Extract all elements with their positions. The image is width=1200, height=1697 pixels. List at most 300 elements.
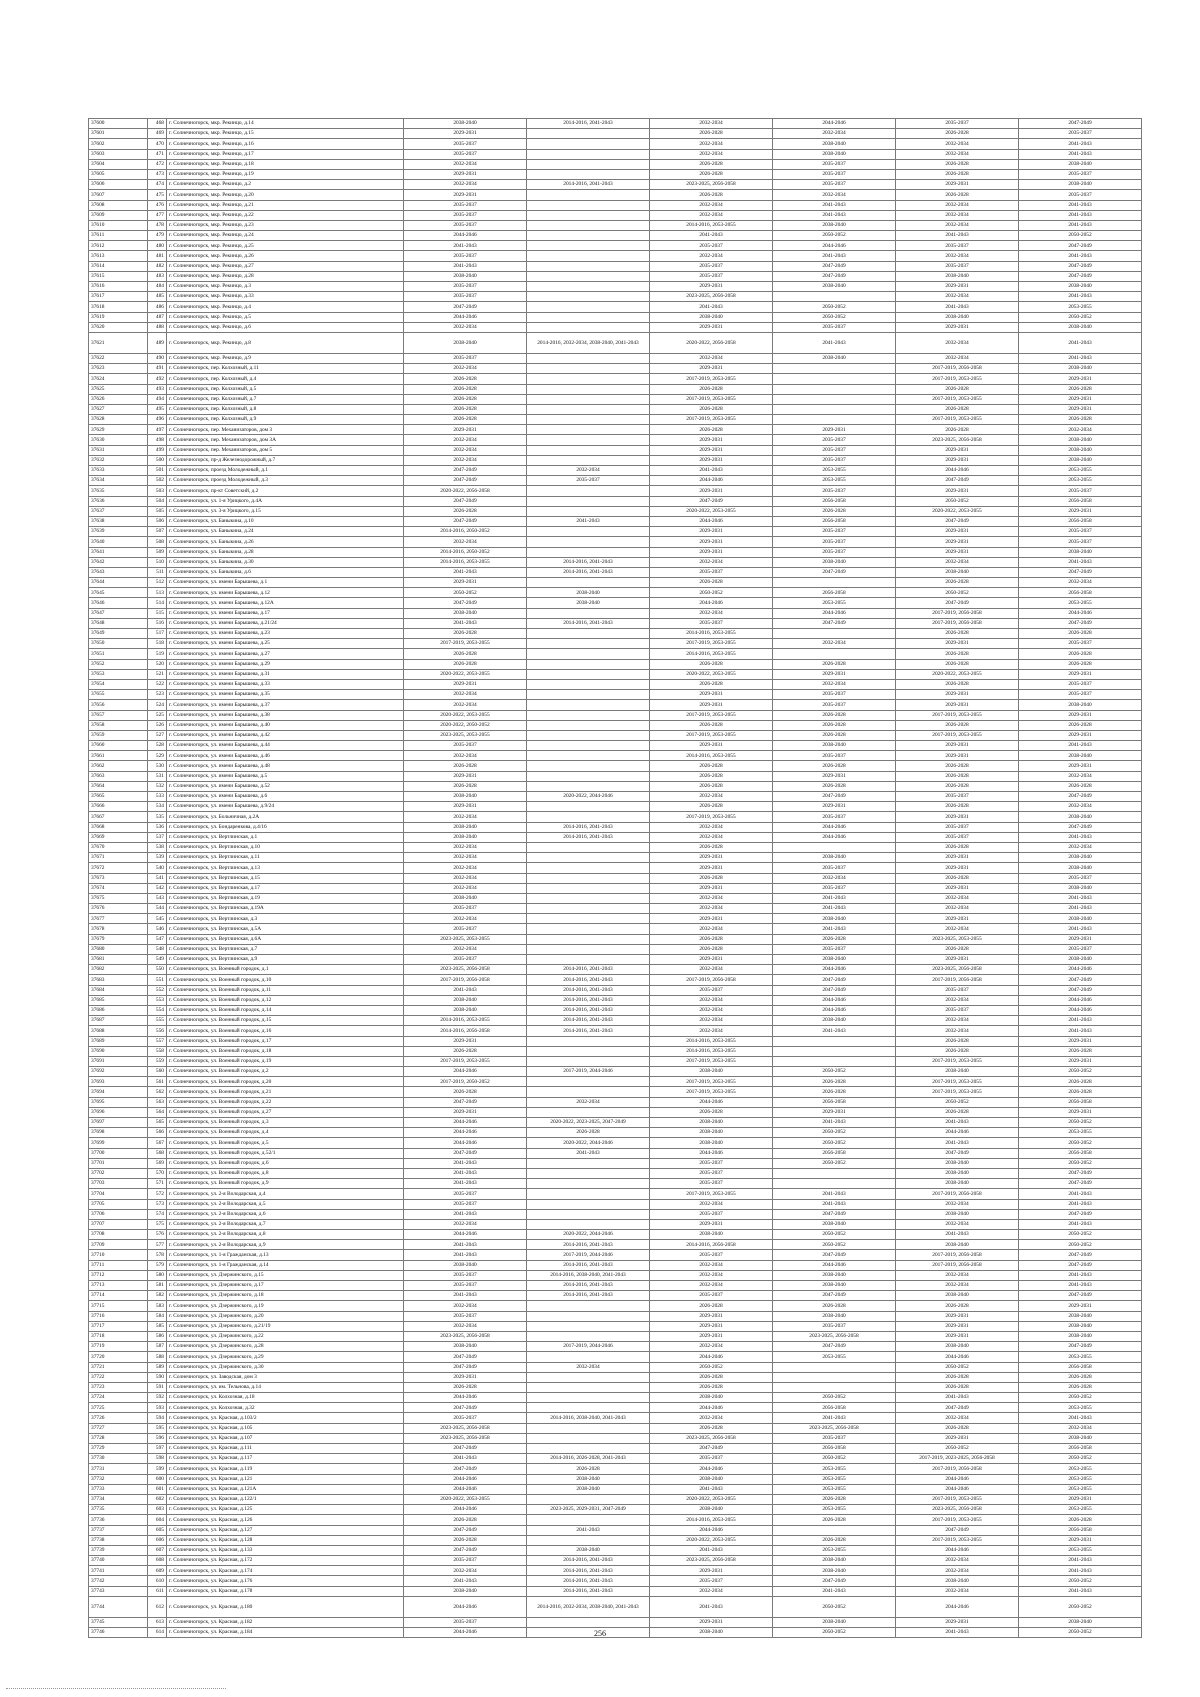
row-id-cell: 37736 <box>89 1515 148 1525</box>
period-cell-3: 2032-2034 <box>650 608 773 618</box>
period-cell-3: 2029-2031 <box>650 955 773 965</box>
period-cell-5: 2035-2037 <box>896 261 1019 271</box>
table-row <box>89 842 1142 852</box>
period-cell-2 <box>527 1199 650 1209</box>
period-cell-5: 2029-2031 <box>896 1617 1019 1627</box>
period-cell-6: 2041-2043 <box>1019 893 1142 903</box>
period-cell-3: 2035-2037 <box>650 1454 773 1464</box>
row-id-cell: 37699 <box>89 1138 148 1148</box>
row-number-cell: 532 <box>148 781 167 791</box>
period-cell-2 <box>527 934 650 944</box>
row-number-cell: 574 <box>148 1209 167 1219</box>
address-cell: г. Солнечногорск, ул. Вертлинская, д.19А <box>167 904 404 914</box>
row-number-cell: 488 <box>148 322 167 332</box>
period-cell-2 <box>527 496 650 506</box>
row-id-cell: 37745 <box>89 1617 148 1627</box>
period-cell-5: 2032-2034 <box>896 995 1019 1005</box>
row-number-cell: 549 <box>148 955 167 965</box>
period-cell-5: 2017-2019, 2053-2055 <box>896 415 1019 425</box>
period-cell-3: 2038-2040 <box>650 1474 773 1484</box>
period-cell-5: 2029-2031 <box>896 547 1019 557</box>
period-cell-5: 2044-2046 <box>896 1352 1019 1362</box>
period-cell-3: 2050-2052 <box>650 1362 773 1372</box>
address-cell: г. Солнечногорск, ул. Военный городок, д.16 <box>167 1026 404 1036</box>
period-cell-6: 2041-2043 <box>1019 1413 1142 1423</box>
table-row <box>89 1026 1142 1036</box>
period-cell-3: 2026-2028 <box>650 1423 773 1433</box>
period-cell-5: 2041-2043 <box>896 1628 1019 1638</box>
period-cell-3: 2041-2043 <box>650 302 773 312</box>
table-row <box>89 261 1142 271</box>
period-cell-3: 2032-2034 <box>650 119 773 129</box>
address-cell: г. Солнечногорск, ул. Вертлинская, д.17 <box>167 883 404 893</box>
table-row <box>89 1005 1142 1015</box>
row-id-cell: 37724 <box>89 1393 148 1403</box>
address-cell: г. Солнечногорск, ул. Красная, д.121 <box>167 1474 404 1484</box>
period-cell-3: 2032-2034 <box>650 1342 773 1352</box>
period-cell-3: 2029-2031 <box>650 1321 773 1331</box>
address-cell: г. Солнечногорск, мкр. Рекинцо, д.33 <box>167 292 404 302</box>
row-id-cell: 37638 <box>89 516 148 526</box>
period-cell-4: 2026-2028 <box>773 720 896 730</box>
address-cell: г. Солнечногорск, ул. Красная, д.184 <box>167 1628 404 1638</box>
period-cell-4: 2053-2055 <box>773 476 896 486</box>
row-id-cell: 37704 <box>89 1189 148 1199</box>
row-id-cell: 37668 <box>89 822 148 832</box>
period-cell-3: 2032-2034 <box>650 1199 773 1209</box>
table-row <box>89 496 1142 506</box>
period-cell-6: 2035-2037 <box>1019 690 1142 700</box>
period-cell-1: 2038-2040 <box>404 332 527 353</box>
row-number-cell: 573 <box>148 1199 167 1209</box>
row-number-cell: 543 <box>148 893 167 903</box>
period-cell-1: 2041-2043 <box>404 1158 527 1168</box>
row-number-cell: 512 <box>148 578 167 588</box>
address-cell: г. Солнечногорск, ул. Дзержинского, д.28 <box>167 1342 404 1352</box>
period-cell-3: 2032-2034 <box>650 1586 773 1596</box>
address-cell: г. Солнечногорск, ул. Военный городок, д.17 <box>167 1036 404 1046</box>
period-cell-2: 2041-2043 <box>527 1148 650 1158</box>
period-cell-2 <box>527 1311 650 1321</box>
period-cell-4: 2038-2040 <box>773 741 896 751</box>
period-cell-5: 2041-2043 <box>896 1230 1019 1240</box>
period-cell-4: 2035-2037 <box>773 751 896 761</box>
period-cell-2 <box>527 955 650 965</box>
period-cell-1: 2035-2037 <box>404 292 527 302</box>
table-row <box>89 873 1142 883</box>
period-cell-1: 2023-2025, 2053-2055 <box>404 730 527 740</box>
period-cell-6: 2026-2028 <box>1019 415 1142 425</box>
row-number-cell: 481 <box>148 251 167 261</box>
table-row <box>89 271 1142 281</box>
period-cell-1: 2032-2034 <box>404 1321 527 1331</box>
period-cell-2 <box>527 904 650 914</box>
period-cell-6: 2053-2055 <box>1019 1464 1142 1474</box>
period-cell-4: 2029-2031 <box>773 802 896 812</box>
period-cell-1: 2032-2034 <box>404 700 527 710</box>
row-number-cell: 474 <box>148 180 167 190</box>
row-id-cell: 37642 <box>89 557 148 567</box>
row-number-cell: 518 <box>148 639 167 649</box>
period-cell-5: 2038-2040 <box>896 312 1019 322</box>
row-number-cell: 563 <box>148 1097 167 1107</box>
period-cell-5: 2023-2025, 2053-2055 <box>896 934 1019 944</box>
period-cell-6: 2026-2028 <box>1019 1046 1142 1056</box>
period-cell-2: 2014-2016, 2041-2043 <box>527 985 650 995</box>
period-cell-4: 2038-2040 <box>773 853 896 863</box>
address-cell: г. Солнечногорск, ул. Вертлинская, д.13 <box>167 863 404 873</box>
table-row <box>89 924 1142 934</box>
row-id-cell: 37645 <box>89 588 148 598</box>
period-cell-1: 2035-2037 <box>404 282 527 292</box>
table-row <box>89 822 1142 832</box>
period-cell-4: 2053-2055 <box>773 1505 896 1515</box>
period-cell-6: 2029-2031 <box>1019 374 1142 384</box>
period-cell-6: 2041-2043 <box>1019 353 1142 363</box>
period-cell-2: 2026-2028 <box>527 1128 650 1138</box>
period-cell-3: 2032-2034 <box>650 904 773 914</box>
table-row <box>89 1199 1142 1209</box>
row-number-cell: 527 <box>148 730 167 740</box>
period-cell-4: 2029-2031 <box>773 1107 896 1117</box>
period-cell-5: 2017-2019, 2053-2055 <box>896 374 1019 384</box>
table-row <box>89 1087 1142 1097</box>
address-cell: г. Солнечногорск, пер. Механизаторов, дом 3А <box>167 435 404 445</box>
row-id-cell: 37611 <box>89 231 148 241</box>
period-cell-4: 2038-2040 <box>773 1556 896 1566</box>
row-id-cell: 37647 <box>89 608 148 618</box>
period-cell-3: 2038-2040 <box>650 1128 773 1138</box>
period-cell-1: 2035-2037 <box>404 149 527 159</box>
period-cell-5: 2032-2034 <box>896 292 1019 302</box>
address-cell: г. Солнечногорск, ул. имени Барышева, д.31 <box>167 669 404 679</box>
period-cell-4: 2047-2049 <box>773 1342 896 1352</box>
period-cell-4: 2041-2043 <box>773 893 896 903</box>
period-cell-6: 2029-2031 <box>1019 669 1142 679</box>
address-cell: г. Солнечногорск, ул. Военный городок, д.22 <box>167 1097 404 1107</box>
period-cell-3: 2029-2031 <box>650 1311 773 1321</box>
period-cell-2 <box>527 893 650 903</box>
address-cell: г. Солнечногорск, ул. имени Барышева, д.44 <box>167 741 404 751</box>
period-cell-6: 2038-2040 <box>1019 914 1142 924</box>
address-cell: г. Солнечногорск, мкр. Рекинцо, д.16 <box>167 139 404 149</box>
address-cell: г. Солнечногорск, мкр. Рекинцо, д.19 <box>167 169 404 179</box>
period-cell-2: 2014-2016, 2026-2028, 2041-2043 <box>527 1454 650 1464</box>
period-cell-1: 2032-2034 <box>404 883 527 893</box>
row-id-cell: 37602 <box>89 139 148 149</box>
address-cell: г. Солнечногорск, ул. Красная, д.178 <box>167 1586 404 1596</box>
period-cell-6: 2041-2043 <box>1019 1270 1142 1280</box>
address-cell: г. Солнечногорск, мкр. Рекинцо, д.17 <box>167 149 404 159</box>
period-cell-5: 2029-2031 <box>896 455 1019 465</box>
row-number-cell: 562 <box>148 1087 167 1097</box>
period-cell-1: 2020-2022, 2053-2055 <box>404 1494 527 1504</box>
row-number-cell: 597 <box>148 1444 167 1454</box>
period-cell-1: 2032-2034 <box>404 322 527 332</box>
period-cell-4: 2053-2055 <box>773 466 896 476</box>
period-cell-5: 2026-2028 <box>896 159 1019 169</box>
period-cell-4: 2035-2037 <box>773 180 896 190</box>
period-cell-3: 2041-2043 <box>650 1596 773 1617</box>
table-row <box>89 180 1142 190</box>
period-cell-6: 2053-2055 <box>1019 476 1142 486</box>
row-id-cell: 37644 <box>89 578 148 588</box>
period-cell-4: 2044-2046 <box>773 1005 896 1015</box>
row-id-cell: 37662 <box>89 761 148 771</box>
address-cell: г. Солнечногорск, ул. Красная, д.103/2 <box>167 1413 404 1423</box>
period-cell-6: 2053-2055 <box>1019 1505 1142 1515</box>
period-cell-1: 2032-2034 <box>404 751 527 761</box>
period-cell-3: 2029-2031 <box>650 537 773 547</box>
period-cell-5: 2038-2040 <box>896 271 1019 281</box>
address-cell: г. Солнечногорск, ул. 3-я Урицкого, д.15 <box>167 506 404 516</box>
address-cell: г. Солнечногорск, ул. Красная, д.105 <box>167 1423 404 1433</box>
row-id-cell: 37618 <box>89 302 148 312</box>
period-cell-6: 2050-2052 <box>1019 1138 1142 1148</box>
period-cell-4: 2032-2034 <box>773 873 896 883</box>
table-row <box>89 220 1142 230</box>
table-row <box>89 904 1142 914</box>
period-cell-2 <box>527 251 650 261</box>
table-row <box>89 1352 1142 1362</box>
period-cell-2 <box>527 751 650 761</box>
period-cell-4: 2038-2040 <box>773 1270 896 1280</box>
address-cell: г. Солнечногорск, мкр. Рекинцо, д.4 <box>167 302 404 312</box>
period-cell-4 <box>773 292 896 302</box>
period-cell-4: 2053-2055 <box>773 598 896 608</box>
period-cell-5: 2032-2034 <box>896 200 1019 210</box>
row-number-cell: 507 <box>148 527 167 537</box>
period-cell-3: 2029-2031 <box>650 322 773 332</box>
period-cell-5: 2050-2052 <box>896 1097 1019 1107</box>
address-cell: г. Солнечногорск, ул. имени Барышева, д.23 <box>167 629 404 639</box>
period-cell-5: 2017-2019, 2056-2058 <box>896 364 1019 374</box>
table-row <box>89 292 1142 302</box>
period-cell-5: 2029-2031 <box>896 812 1019 822</box>
period-cell-4: 2041-2043 <box>773 904 896 914</box>
period-cell-2: 2032-2034 <box>527 1097 650 1107</box>
row-number-cell: 556 <box>148 1026 167 1036</box>
period-cell-5: 2047-2049 <box>896 1403 1019 1413</box>
period-cell-6: 2041-2043 <box>1019 557 1142 567</box>
table-row <box>89 588 1142 598</box>
period-cell-5: 2017-2019, 2056-2058 <box>896 1260 1019 1270</box>
row-number-cell: 569 <box>148 1158 167 1168</box>
table-row <box>89 1515 1142 1525</box>
period-cell-5: 2032-2034 <box>896 1556 1019 1566</box>
row-id-cell: 37663 <box>89 771 148 781</box>
row-id-cell: 37665 <box>89 792 148 802</box>
row-number-cell: 544 <box>148 904 167 914</box>
row-id-cell: 37631 <box>89 445 148 455</box>
table-row <box>89 792 1142 802</box>
period-cell-1: 2032-2034 <box>404 842 527 852</box>
period-cell-6: 2035-2037 <box>1019 190 1142 200</box>
period-cell-5: 2035-2037 <box>896 822 1019 832</box>
period-cell-3: 2035-2037 <box>650 567 773 577</box>
period-cell-2 <box>527 1321 650 1331</box>
row-number-cell: 590 <box>148 1372 167 1382</box>
period-cell-4: 2035-2037 <box>773 537 896 547</box>
period-cell-2: 2032-2034 <box>527 1362 650 1372</box>
table-row <box>89 832 1142 842</box>
period-cell-6: 2041-2043 <box>1019 1189 1142 1199</box>
period-cell-5: 2041-2043 <box>896 1138 1019 1148</box>
period-cell-2 <box>527 639 650 649</box>
period-cell-5: 2017-2019, 2053-2055 <box>896 1077 1019 1087</box>
period-cell-1: 2032-2034 <box>404 1219 527 1229</box>
address-cell: г. Солнечногорск, ул. имени Барышева, д.46 <box>167 751 404 761</box>
row-id-cell: 37740 <box>89 1556 148 1566</box>
period-cell-2 <box>527 771 650 781</box>
period-cell-1: 2038-2040 <box>404 995 527 1005</box>
period-cell-6: 2035-2037 <box>1019 486 1142 496</box>
period-cell-4: 2029-2031 <box>773 669 896 679</box>
period-cell-5: 2044-2046 <box>896 466 1019 476</box>
period-cell-6: 2047-2049 <box>1019 271 1142 281</box>
period-cell-5: 2032-2034 <box>896 1566 1019 1576</box>
row-number-cell: 484 <box>148 282 167 292</box>
row-id-cell: 37641 <box>89 547 148 557</box>
period-cell-6: 2041-2043 <box>1019 200 1142 210</box>
period-cell-3: 2035-2037 <box>650 618 773 628</box>
row-id-cell: 37672 <box>89 863 148 873</box>
row-id-cell: 37718 <box>89 1331 148 1341</box>
period-cell-2 <box>527 169 650 179</box>
period-cell-5: 2026-2028 <box>896 425 1019 435</box>
row-id-cell: 37652 <box>89 659 148 669</box>
row-id-cell: 37712 <box>89 1270 148 1280</box>
period-cell-2 <box>527 1433 650 1443</box>
period-cell-2 <box>527 302 650 312</box>
period-cell-2: 2023-2025, 2029-2031, 2047-2049 <box>527 1505 650 1515</box>
row-number-cell: 476 <box>148 200 167 210</box>
period-cell-1: 2047-2049 <box>404 302 527 312</box>
period-cell-5: 2023-2025, 2056-2058 <box>896 965 1019 975</box>
period-cell-4: 2035-2037 <box>773 944 896 954</box>
period-cell-2 <box>527 210 650 220</box>
period-cell-4: 2041-2043 <box>773 1199 896 1209</box>
row-number-cell: 490 <box>148 353 167 363</box>
address-cell: г. Солнечногорск, мкр. Рекинцо, д.6 <box>167 322 404 332</box>
period-cell-5: 2017-2019, 2053-2055 <box>896 710 1019 720</box>
row-number-cell: 479 <box>148 231 167 241</box>
period-cell-1: 2020-2022, 2056-2058 <box>404 486 527 496</box>
period-cell-5: 2041-2043 <box>896 1118 1019 1128</box>
period-cell-6: 2029-2031 <box>1019 710 1142 720</box>
period-cell-4 <box>773 1179 896 1189</box>
period-cell-1: 2035-2037 <box>404 1281 527 1291</box>
period-cell-2: 2014-2016, 2041-2043 <box>527 119 650 129</box>
period-cell-5: 2026-2028 <box>896 679 1019 689</box>
period-cell-3: 2029-2031 <box>650 1617 773 1627</box>
table-row <box>89 1372 1142 1382</box>
period-cell-2: 2014-2016, 2032-2034, 2038-2040, 2041-2043 <box>527 332 650 353</box>
period-cell-2: 2014-2016, 2041-2043 <box>527 567 650 577</box>
address-cell: г. Солнечногорск, ул. Дзержинского, д.29 <box>167 1352 404 1362</box>
period-cell-3: 2041-2043 <box>650 1484 773 1494</box>
period-cell-3: 2026-2028 <box>650 1372 773 1382</box>
period-cell-5: 2017-2019, 2053-2055 <box>896 1056 1019 1066</box>
period-cell-1: 2044-2046 <box>404 1138 527 1148</box>
period-cell-3: 2029-2031 <box>650 547 773 557</box>
table-row <box>89 1525 1142 1535</box>
table-row <box>89 374 1142 384</box>
period-cell-3: 2032-2034 <box>650 995 773 1005</box>
row-number-cell: 492 <box>148 374 167 384</box>
period-cell-3: 2035-2037 <box>650 271 773 281</box>
period-cell-6: 2044-2046 <box>1019 608 1142 618</box>
period-cell-5: 2029-2031 <box>896 751 1019 761</box>
row-number-cell: 501 <box>148 466 167 476</box>
address-cell: г. Солнечногорск, ул. Военный городок, д.2 <box>167 1067 404 1077</box>
row-number-cell: 514 <box>148 598 167 608</box>
table-row <box>89 1382 1142 1392</box>
period-cell-4: 2056-2058 <box>773 516 896 526</box>
period-cell-1: 2029-2031 <box>404 425 527 435</box>
period-cell-4: 2026-2028 <box>773 1515 896 1525</box>
period-cell-6: 2029-2031 <box>1019 394 1142 404</box>
address-cell: г. Солнечногорск, ул. Вертлинская, д.6А <box>167 934 404 944</box>
period-cell-5: 2017-2019, 2056-2058 <box>896 1464 1019 1474</box>
table-row <box>89 1423 1142 1433</box>
address-cell: г. Солнечногорск, ул. имени Барышева, д.48 <box>167 761 404 771</box>
row-number-cell: 581 <box>148 1281 167 1291</box>
period-cell-1: 2035-2037 <box>404 1199 527 1209</box>
period-cell-6: 2053-2055 <box>1019 1474 1142 1484</box>
period-cell-4: 2047-2049 <box>773 792 896 802</box>
period-cell-5: 2017-2019, 2056-2058 <box>896 1189 1019 1199</box>
period-cell-6: 2029-2031 <box>1019 761 1142 771</box>
period-cell-5: 2026-2028 <box>896 129 1019 139</box>
period-cell-3: 2026-2028 <box>650 802 773 812</box>
period-cell-3: 2029-2031 <box>650 445 773 455</box>
row-number-cell: 502 <box>148 476 167 486</box>
row-id-cell: 37669 <box>89 832 148 842</box>
period-cell-1: 2047-2049 <box>404 476 527 486</box>
row-number-cell: 473 <box>148 169 167 179</box>
period-cell-5: 2026-2028 <box>896 659 1019 669</box>
period-cell-1: 2047-2049 <box>404 1545 527 1555</box>
table-row <box>89 883 1142 893</box>
row-id-cell: 37629 <box>89 425 148 435</box>
period-cell-3: 2017-2019, 2053-2055 <box>650 812 773 822</box>
period-cell-5: 2026-2028 <box>896 1382 1019 1392</box>
address-cell: г. Солнечногорск, ул. имени Барышева, д.9/24 <box>167 802 404 812</box>
row-number-cell: 499 <box>148 445 167 455</box>
row-number-cell: 506 <box>148 516 167 526</box>
period-cell-6: 2047-2049 <box>1019 241 1142 251</box>
table-row <box>89 1556 1142 1566</box>
period-cell-4: 2035-2037 <box>773 812 896 822</box>
period-cell-4: 2044-2046 <box>773 995 896 1005</box>
address-cell: г. Солнечногорск, ул. 1-я Гражданская, д.13 <box>167 1250 404 1260</box>
period-cell-6: 2032-2034 <box>1019 802 1142 812</box>
period-cell-5: 2017-2019, 2053-2055 <box>896 394 1019 404</box>
address-cell: г. Солнечногорск, ул. Красная, д.125 <box>167 1505 404 1515</box>
address-cell: г. Солнечногорск, ул. Военный городок, д.10 <box>167 975 404 985</box>
period-cell-4 <box>773 578 896 588</box>
row-id-cell: 37733 <box>89 1484 148 1494</box>
period-cell-6: 2041-2043 <box>1019 1016 1142 1026</box>
period-cell-2: 2014-2016, 2041-2043 <box>527 1566 650 1576</box>
period-cell-5: 2038-2040 <box>896 1576 1019 1586</box>
row-id-cell: 37617 <box>89 292 148 302</box>
period-cell-6: 2026-2028 <box>1019 629 1142 639</box>
address-cell: г. Солнечногорск, пер. Механизаторов, дом 3 <box>167 425 404 435</box>
address-cell: г. Солнечногорск, ул. Вертлинская, д.15 <box>167 873 404 883</box>
period-cell-2 <box>527 741 650 751</box>
